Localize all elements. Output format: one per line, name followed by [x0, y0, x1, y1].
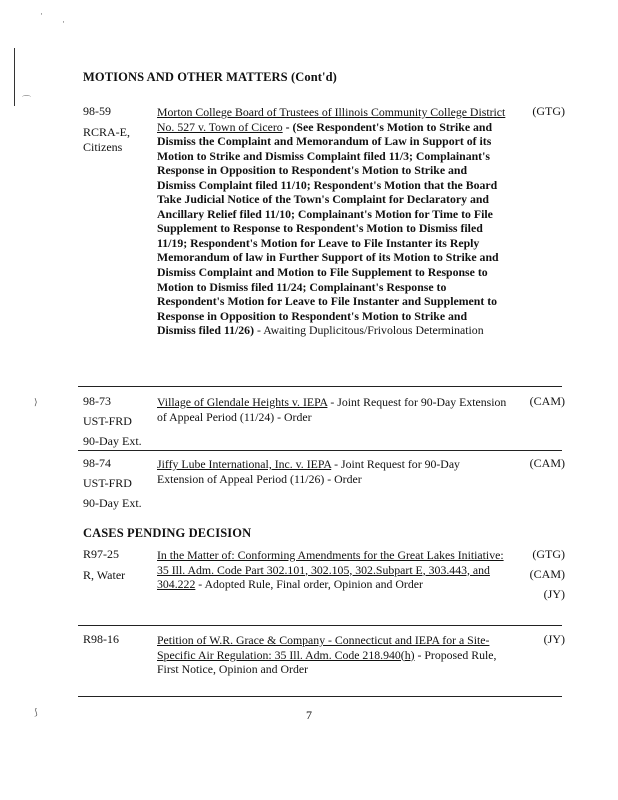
case-type: Citizens: [83, 140, 123, 154]
case-description: [157, 457, 507, 486]
case-staff-column: [513, 632, 565, 647]
case-divider: [78, 625, 562, 626]
case-staff: (CAM): [529, 394, 565, 408]
case-description: [157, 395, 507, 424]
case-docket-column: [83, 547, 153, 583]
case-detail: - Joint Request for 90-Day Extension of Appeal Period (11/26) - Order: [157, 457, 460, 486]
case-type: R, Water: [83, 568, 126, 582]
case-title: In the Matter of: Conforming Amendments for the Great Lakes Initiative: 35 Ill. Adm. Code Part 302.101, 302.105, 302.Subpart E, 303.443, and 304.222: [157, 548, 504, 592]
case-docket-number: 98-59: [83, 104, 111, 118]
section-heading-pending: CASES PENDING DECISION: [83, 526, 252, 540]
scan-speck: ⟩: [34, 397, 38, 407]
case-description: [157, 105, 507, 338]
section-heading-motions: MOTIONS AND OTHER MATTERS (Cont'd): [83, 70, 337, 84]
case-title: Village of Glendale Heights v. IEPA: [157, 395, 328, 409]
case-detail: - Joint Request for 90-Day Extension of Appeal Period (11/24) - Order: [157, 395, 507, 424]
case-type: RCRA-E,: [83, 125, 131, 139]
case-docket-number: R97-25: [83, 547, 119, 561]
case-docket-number: 98-73: [83, 394, 111, 408]
case-type: UST-FRD: [83, 414, 132, 428]
scan-speck: ⌒: [22, 95, 32, 105]
case-detail: - Adopted Rule, Final order, Opinion and Order: [195, 577, 423, 592]
case-title: Morton College Board of Trustees of Illinois Community College District No. 527 v. Town of Cicero: [157, 105, 506, 134]
case-title: Jiffy Lube International, Inc. v. IEPA: [157, 457, 332, 471]
case-docket-column: [83, 632, 153, 647]
binding-edge-line: [14, 48, 15, 106]
case-divider: [78, 386, 562, 387]
case-docket-column: [83, 394, 153, 449]
case-staff: (CAM): [529, 567, 565, 581]
case-docket-column: [83, 456, 153, 511]
case-type: 90-Day Ext.: [83, 434, 142, 448]
case-type: 90-Day Ext.: [83, 496, 142, 510]
case-staff-column: [513, 104, 565, 119]
case-detail-bold: - (See Respondent's Motion to Strike and Dismiss the Complaint and Memorandum of Law in Support of its Motion to Strike and Dismiss Complaint filed 11/3; Complainant's Response in Opposition to Respondent's Motion to Strike and Dismiss Complaint filed 11/10; Respondent's Motion that the Board Take Judicial Notice of the Town's Complaint for Declaratory and Ancillary Relief filed 11/10; Complainant's Motion for Time to File Supplement to Response to Respondent's Motion to Dismiss filed 11/19; Respondent's Motion for Leave to File Instanter its Reply Memorandum of law in Further Support of its Motion to Strike and Dismiss Complaint and Motion to File Supplement to Response to Motion to Dismiss filed 11/24; Complainant's Response to Respondent's Motion for Leave to File Instanter and Supplement to Response in Opposition to Respondent's Motion to Strike and Dismiss filed 11/26): [157, 119, 499, 338]
case-staff-column: [513, 547, 565, 602]
case-detail: - Proposed Rule, First Notice, Opinion and Order: [157, 647, 497, 677]
case-description: [157, 548, 507, 592]
case-staff-column: [513, 394, 565, 409]
case-description: [157, 633, 507, 677]
case-title: Petition of W.R. Grace & Company - Connecticut and IEPA for a Site-Specific Air Regulation: 35 Ill. Adm. Code 218.940(h): [157, 633, 490, 662]
case-docket-number: 98-74: [83, 456, 111, 470]
case-staff-column: [513, 456, 565, 471]
case-staff: (GTG): [532, 104, 565, 118]
page-number: 7: [306, 708, 312, 722]
case-staff: (JY): [543, 632, 565, 646]
case-divider: [78, 696, 562, 697]
case-divider: [78, 450, 562, 451]
case-staff: (GTG): [532, 547, 565, 561]
case-staff: (CAM): [529, 456, 565, 470]
case-type: UST-FRD: [83, 476, 132, 490]
scan-speck: ⟆: [34, 707, 38, 717]
case-detail: - Awaiting Duplicitous/Frivolous Determination: [254, 323, 484, 338]
scan-speck: ·: [40, 9, 43, 19]
scan-speck: ·: [62, 17, 65, 27]
case-staff: (JY): [543, 587, 565, 601]
case-docket-number: R98-16: [83, 632, 119, 646]
case-docket-column: [83, 104, 153, 155]
